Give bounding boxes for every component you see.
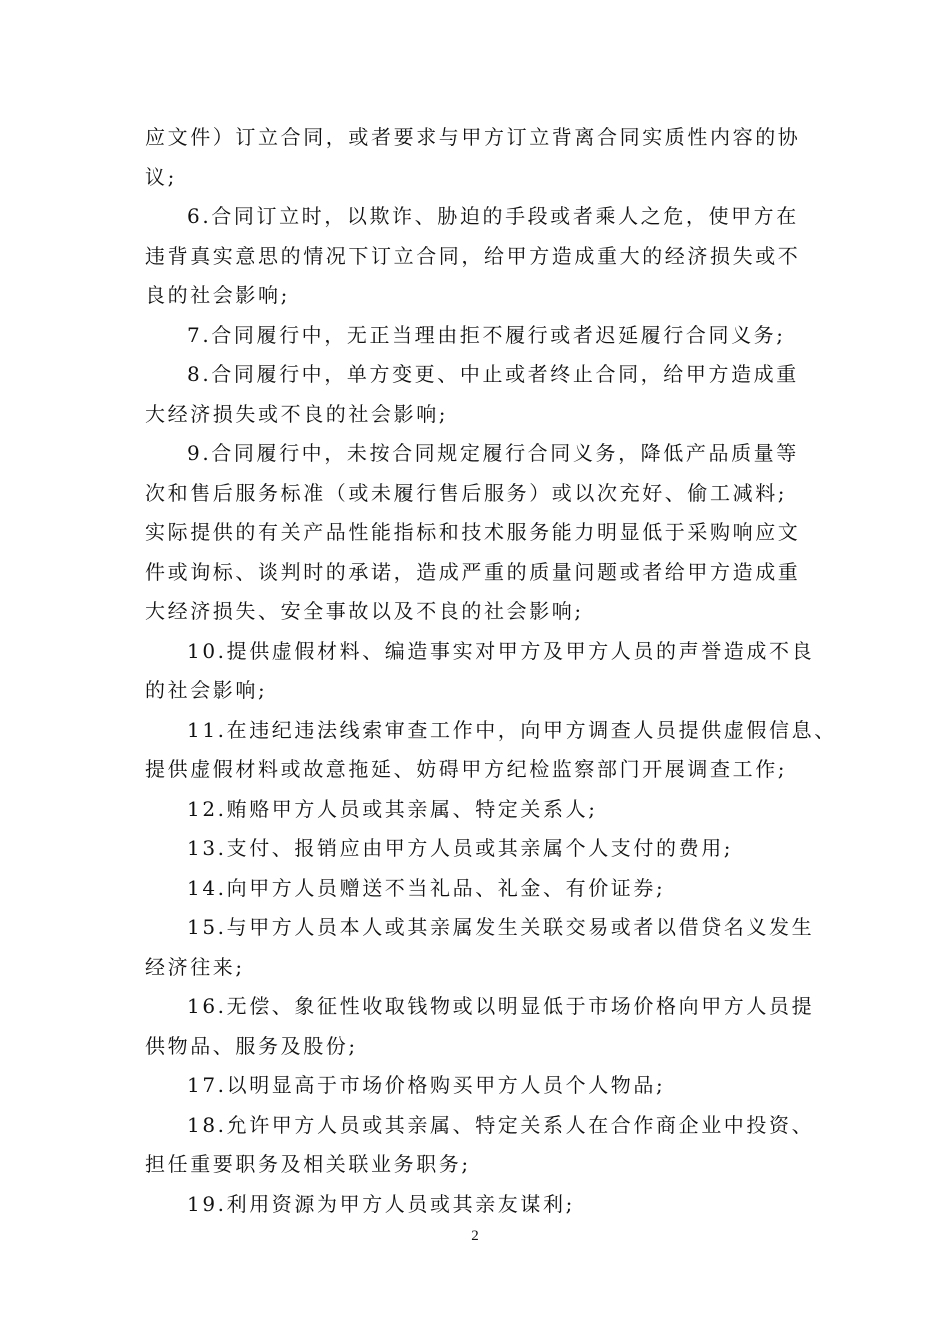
text-line: 13.支付、报销应由甲方人员或其亲属个人支付的费用; [187, 836, 734, 860]
text-line: 实际提供的有关产品性能指标和技术服务能力明显低于采购响应文 [145, 520, 801, 544]
text-line: 良的社会影响; [145, 283, 290, 307]
page-number: 2 [471, 1228, 479, 1244]
text-line: 6.合同订立时，以欺诈、胁迫的手段或者乘人之危，使甲方在 [187, 204, 799, 228]
text-line: 担任重要职务及相关联业务职务; [145, 1152, 471, 1176]
text-line: 次和售后服务标准（或未履行售后服务）或以次充好、偷工减料; [145, 480, 788, 505]
text-line: 11.在违纪违法线索审查工作中，向甲方调查人员提供虚假信息、 [187, 717, 837, 742]
document-body [145, 118, 837, 1224]
text-line: 12.贿赂甲方人员或其亲属、特定关系人; [187, 796, 598, 821]
text-line: 件或询标、谈判时的承诺，造成严重的质量问题或者给甲方造成重 [145, 559, 801, 584]
text-line: 18.允许甲方人员或其亲属、特定关系人在合作商企业中投资、 [187, 1112, 815, 1137]
text-line: 7.合同履行中，无正当理由拒不履行或者迟延履行合同义务; [187, 322, 786, 347]
text-line: 供物品、服务及股份; [145, 1033, 358, 1058]
text-line: 10.提供虚假材料、编造事实对甲方及甲方人员的声誉造成不良 [187, 638, 815, 663]
text-line: 违背真实意思的情况下订立合同，给甲方造成重大的经济损失或不 [145, 243, 801, 268]
text-line: 14.向甲方人员赠送不当礼品、礼金、有价证券; [187, 875, 666, 900]
text-line: 9.合同履行中，未按合同规定履行合同义务，降低产品质量等 [187, 441, 799, 465]
text-line: 应文件）订立合同，或者要求与甲方订立背离合同实质性内容的协 [145, 125, 801, 149]
text-line: 经济往来; [145, 954, 245, 979]
text-line: 16.无偿、象征性收取钱物或以明显低于市场价格向甲方人员提 [187, 994, 815, 1018]
text-line: 17.以明显高于市场价格购买甲方人员个人物品; [187, 1073, 666, 1097]
text-line: 大经济损失、安全事故以及不良的社会影响; [145, 599, 584, 623]
text-line: 8.合同履行中，单方变更、中止或者终止合同，给甲方造成重 [187, 362, 799, 386]
text-line: 15.与甲方人员本人或其亲属发生关联交易或者以借贷名义发生 [187, 915, 815, 939]
text-line: 的社会影响; [145, 678, 268, 702]
text-line: 19.利用资源为甲方人员或其亲友谋利; [187, 1191, 575, 1216]
text-line: 大经济损失或不良的社会影响; [145, 401, 449, 426]
text-line: 提供虚假材料或故意拖延、妨碍甲方纪检监察部门开展调查工作; [145, 757, 788, 781]
text-line: 议; [145, 164, 177, 189]
